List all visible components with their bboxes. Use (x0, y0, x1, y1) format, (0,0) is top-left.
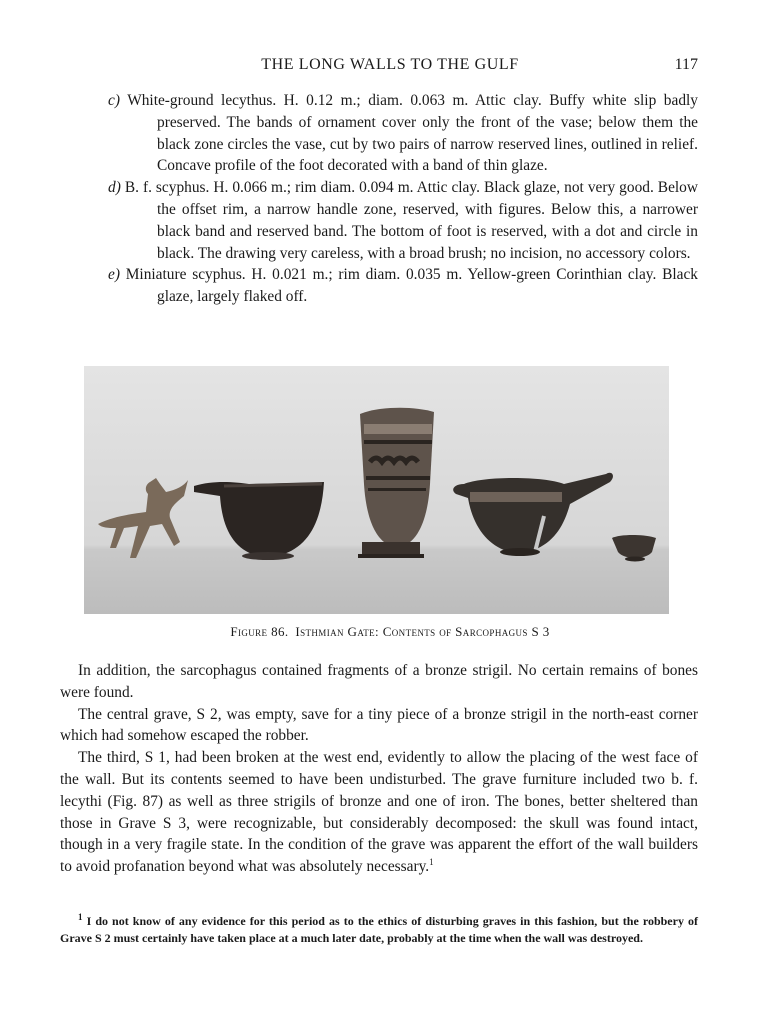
entry-letter: e) (108, 266, 120, 284)
footnote-text: I do not know of any evidence for this period as to the ethics of disturbing graves in this fashion, but the robbery of Grave S 2 must certainly have taken place at a much later date, probably at the time when the wall was destroyed. (60, 914, 699, 945)
body-text (60, 660, 698, 878)
catalogue-entry-e (108, 264, 698, 308)
entry-letter: d) (108, 179, 121, 197)
running-head (82, 54, 698, 78)
paragraph-1: In addition, the sarcophagus contained fragments of a bronze strigil. No certain remains of bones were found. (60, 662, 698, 701)
paragraph-3 (60, 747, 698, 878)
page-number: 117 (674, 56, 698, 73)
figure-caption (82, 624, 698, 640)
entry-text: White-ground lecythus. H. 0.12 m.; diam. 0.063 m. Attic clay. Buffy white slip badly preserved. The bands of ornament cover only the front of the vase; below them the black zone circles the vase, cut by two pairs of narrow reserved lines, outlined in relief. Concave profile of the foot decorated with a band of thin glaze. (127, 92, 698, 175)
figure-title: Isthmian Gate: Contents of Sarcophagus S 3 (295, 624, 550, 639)
footnote (60, 913, 698, 946)
entry-text: B. f. scyphus. H. 0.066 m.; rim diam. 0.094 m. Attic clay. Black glaze, not very good. Below the offset rim, a narrow handle zone, reserved, with figures. Below this, a narrower black band and reserved band. The bottom of foot is reserved, with a dot and circle in black. The drawing very careless, with a broad brush; no incision, no accessory colors. (124, 179, 698, 262)
running-title: THE LONG WALLS TO THE GULF (261, 56, 519, 73)
paragraph-3-text: The third, S 1, had been broken at the west end, evidently to allow the placing of the west face of the wall. But its contents seemed to have been undisturbed. The grave furniture included two b. f. lecythi (Fig. 87) as well as three strigils of bronze and one of iron. The bones, better sheltered than those in Grave S 3, were recognizable, but considerably decomposed: the skull was found intact, though in a very fragile state. In the condition of the grave was apparent the effort of the wall builders to avoid profanation beyond what was absolutely necessary. (60, 749, 698, 876)
catalogue-entry-c (108, 90, 698, 177)
figure-label: Figure 86. (230, 624, 289, 639)
paragraph-2: The central grave, S 2, was empty, save for a tiny piece of a bronze strigil in the north-east corner which had somehow escaped the robber. (60, 705, 698, 745)
figure-photograph (84, 366, 669, 614)
catalogue-list (108, 90, 698, 308)
footnote-mark: 1 (78, 912, 83, 922)
footnote-reference: 1 (429, 857, 434, 868)
sarcophagus-contents-photo (84, 366, 669, 614)
entry-text: Miniature scyphus. H. 0.021 m.; rim diam. 0.035 m. Yellow-green Corinthian clay. Black glaze, largely flaked off. (125, 266, 698, 306)
entry-letter: c) (108, 92, 120, 109)
catalogue-entry-d (108, 177, 698, 264)
